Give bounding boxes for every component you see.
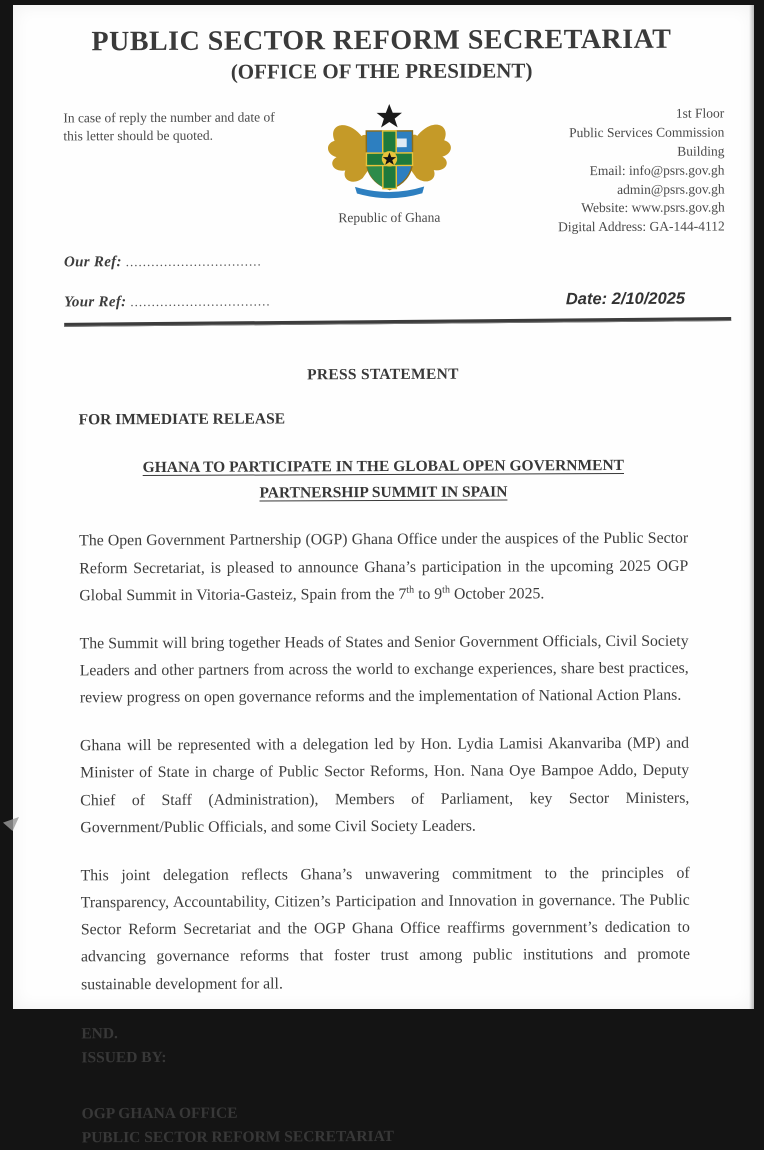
address-line: Public Services Commission	[569, 124, 725, 141]
crest-column	[297, 104, 482, 227]
ordinal-superscript: th	[442, 584, 450, 596]
headline	[79, 453, 688, 507]
org-name-title: PUBLIC SECTOR REFORM SECRETARIAT	[91, 23, 672, 58]
crest-caption: Republic of Ghana	[338, 209, 441, 226]
headline-line2: PARTNERSHIP SUMMIT IN SPAIN	[259, 483, 508, 502]
paragraph-1-text: October 2025.	[449, 584, 545, 603]
reply-note: In case of reply the number and date of this letter should be quoted.	[63, 109, 275, 144]
release-line: FOR IMMEDIATE RELEASE	[78, 410, 286, 429]
digital-address-line: Digital Address: GA-144-4112	[558, 218, 725, 235]
letter-page	[13, 5, 754, 1147]
your-ref-label: Your Ref:	[64, 294, 127, 311]
paragraph-3: Ghana will be represented with a delegation led by Hon. Lydia Lamisi Akanvariba (MP) and Minister of State in charge of Public Sector Reforms, Hon. Nana Oye Bampoe Addo, Deputy Chief of Staff (Administration), Members of Parliament, key Sector Ministers, Government/Public Officials, and some Civil Society Leaders.	[80, 734, 690, 837]
end-line: END.	[81, 1024, 118, 1043]
ghana-coat-of-arms-icon	[321, 104, 457, 205]
website-line: Website: www.psrs.gov.gh	[581, 199, 725, 216]
ordinal-superscript: th	[406, 584, 415, 596]
issued-by-label: ISSUED BY:	[81, 1048, 167, 1067]
paragraph-2: The Summit will bring together Heads of States and Senior Government Officials, Civil Society Leaders and other partners from across the world to exchange experiences, share best practices, review progress on open governance reforms and the implementation of National Action Plans.	[79, 632, 689, 707]
contact-block	[481, 105, 725, 238]
paragraph-4: This joint delegation reflects Ghana’s unwavering commitment to the principles of Transparency, Accountability, Citizen’s Participation and Innovation in governance. The Public Sector Reform Secretariat and the OGP Ghana Office reaffirms government’s dedication to advancing governance reforms that foster trust among public institutions and promote sustainable development for all.	[80, 864, 690, 993]
address-line: 1st Floor	[675, 105, 725, 121]
paragraph-1-text: to 9	[414, 585, 443, 603]
address-line: Building	[677, 143, 725, 159]
org-subtitle: (OFFICE OF THE PRESIDENT)	[230, 58, 533, 84]
paragraph-1	[79, 525, 688, 609]
headline-line1: GHANA TO PARTICIPATE IN THE GLOBAL OPEN GOVERNMENT	[142, 457, 625, 477]
statement-type-heading: PRESS STATEMENT	[307, 365, 459, 384]
reference-section	[64, 251, 725, 312]
our-ref-label: Our Ref:	[63, 254, 122, 271]
document-body	[78, 365, 690, 1150]
paragraph-1-text: The Open Government Partnership (OGP) Ghana Office under the auspices of the Public Sector Reform Secretariat, is pleased to announce Ghana’s participation in the upcoming 2025 OGP Global Summit in Vitoria-Gasteiz, Spain from the 7	[79, 530, 689, 604]
issuer-line1: OGP GHANA OFFICE	[81, 1104, 238, 1123]
closing-block	[81, 1019, 690, 1070]
email-line: admin@psrs.gov.gh	[617, 181, 725, 197]
email-line: Email: info@psrs.gov.gh	[589, 162, 725, 178]
letterhead	[63, 105, 725, 240]
letterhead-divider	[64, 317, 731, 327]
our-ref-dots: ................................	[125, 253, 262, 270]
issuer-line2: PUBLIC SECTOR REFORM SECRETARIAT	[81, 1127, 394, 1147]
your-ref-dots: .................................	[130, 293, 271, 310]
date-line: Date: 2/10/2025	[565, 289, 686, 309]
issuer-block	[82, 1099, 691, 1150]
